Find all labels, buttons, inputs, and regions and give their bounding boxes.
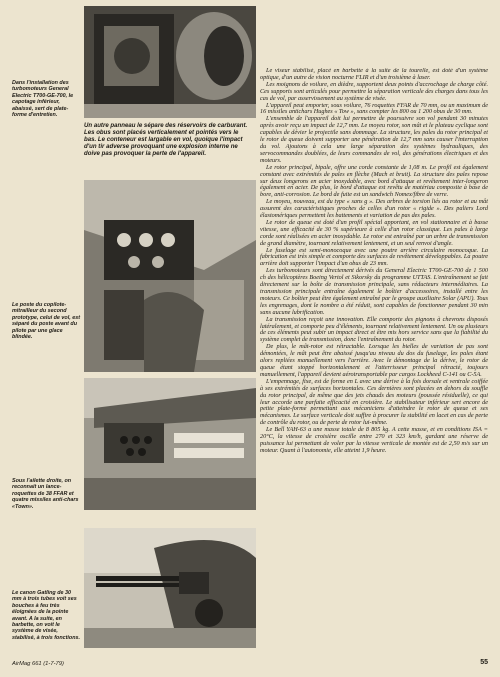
paragraph: Le Bell YAH-63 a une masse totale de 8 805 kg. A cette masse, et en conditions ISA = 20°C, la vitesse de croisière oscille entre 270 et 323 km/h, gardant une réserve de puissance lui permettant de voler par la vitesse verticale de montée est de 2,50 m/s sur un moteur. Quant à l'autonomie, elle atteint 1,9 heure. — [260, 426, 488, 454]
paragraph: L'ensemble de l'appareil doit lui permettre de poursuivre son vol pendant 30 minutes après avoir reçu un impact de 12,7 mm. Le moyeu rotor, son mât et le plateau cyclique sont capables de dévier le projectile sans dommage. La structure, les pales du rotor principal et le rotor de queue doivent supporter une pénétration de 12,7 mm sans causer l'interruption du vol. Ajoutons à cela une large séparation des systèmes hydrauliques, des servocommandes doublées, de leurs commandes de vol, des générations électriques et des moteurs. — [260, 115, 488, 164]
paragraph: Le moyeu, nouveau, est du type « sans g ». Des arbres de torsion liés au rotor et au mât assurent des caractéristiques proches de celles d'un rotor « rigide ». Des paliers Lord élastomériques permettent les battements et variation de pas des pales. — [260, 198, 488, 220]
caption-cannon: Le canon Gatling de 30 mm à trois tubes voit ses bouches à feu très éloignées de la pointe avant. A la suite, en barbette, on voit le système de visée, stabilisé, à trois fonctions. — [12, 590, 80, 641]
paragraph: Le viseur stabilisé, placé en barbette à la suite de la tourelle, est doté d'un système optique, d'un autre de vision nocturne FLIR et d'un troisième à laser. — [260, 68, 488, 81]
photo-cockpit — [84, 180, 256, 372]
photo-wing-rockets — [84, 378, 256, 510]
paragraph: De plus, le mât-rotor est rétractable. Lorsque les bielles de variation de pas sont démontées, le mât peut être abaissé jusqu'au niveau du dos du fuselage, les pales étant alors repliées manuellement vers l'arrière. Avec le démontage de la dérive, le rotor de queue étant stoppé horizontalement et l'atterrisseur principal rétracté, toujours manuellement, l'appareil devient aérotransportable par cargos Lockheed C-141 ou C-5A. — [260, 343, 488, 378]
paragraph: Le rotor de queue est doté d'un profil spécial apportant, en vol stationnaire et à basse vitesse, une efficacité de 30 % supérieure à celle d'un rotor classique. Les pales à large corde sont réalisées en acier inoxydable. Le rotor est entraîné par un arbre de transmission de grand diamètre, tournant relativement lentement, et un seul renvoi d'angle. — [260, 218, 488, 247]
page-number: 55 — [480, 659, 488, 666]
paragraph: L'empennage, fixe, est de forme en L avec une dérive à la fois dorsale et ventrale coiffée à ses extrémités de surfaces horizontales. Ces dernières sont placées en dehors du souffle du rotor principal, de même que des jets chauds des moteurs (poussée résiduelle), ce qui leur accorde une parfaite efficacité en croisière. Le stabilisateur inférieur sert encore de petite plate-forme permettant aux mécaniciens d'atteindre le rotor de queue et ses mécanismes. Le surface verticale doit suffire à procurer la stabilité en lacet en cas de perte de contrôle du rotor, ou de perte de rotor lui-même. — [260, 377, 488, 427]
caption-wing: Sous l'ailette droite, on reconnait un lance-roquettes de 38 FFAR et quatre missiles anti-chars «Town». — [12, 478, 79, 510]
paragraph: Les moignons de voilure, en dièdre, supportent deux points d'accrochage de charge côté. Ces supports sont articulés pour permettre la séparation verticale des charges dans tous les cas de vol, par asservissement au système de visée. — [260, 80, 488, 102]
article-body — [260, 68, 488, 646]
paragraph: La transmission reçoit une innovation. Elle comporte des pignons à chevrons disposés latéralement, et comporte peu d'éléments, tournant relativement lentement. Un ou plusieurs de ces éléments peut subir un impact direct et être mis hors service sans que la fiabilité du système complet de transmission, donc l'entraînement du rotor. — [260, 315, 488, 344]
paragraph: Les turbomoteurs sont directement dérivés du General Electric T700-GE-700 de 1 500 ch des hélicoptères Boeing Vertol et Sikorsky du programme UTTAS. L'entraînement se fait directement sur la boîte de transmission principale, sans réducteurs intermédiaires. La transmission principale entraîne également le boîtier d'accessoires, installé entre les moteurs. Ce boîtier peut être également entraîné par le groupe auxiliaire Solar (APU). Tous les engrenages, dont le nombre a été réduit, sont capables de fonctionner pendant 30 min sans aucune lubrification. — [260, 267, 488, 316]
footer-issue: AirMag 661 (1-7-79) — [12, 661, 64, 667]
paragraph: Le rotor principal, bipale, offre une corde constante de 1,08 m. Le profil est également constant avec extrémités de pales en flèche (Mach et bruit). La structure des pales repose sur deux longerons en acier inoxydable, avec bord d'attaque et revêtement inter-longeron également en acier. De plus, le bord d'attaque est revêtu de matériau composite à base de bore, anti-corrosion. Le bord de fuite est un sandwich Nomex/fibre de verre. — [260, 163, 488, 199]
caption-turbines: Dans l'installation des turbomoteurs General Electric T700-GE-700, le capotage inférieur, abaissé, sert de plate-forme d'entretien. — [12, 80, 74, 119]
caption-panel: Un autre panneau le sépare des réservoirs de carburant. Les obus sont placés verticalement et pointés vers le bas. Le conteneur est largable en vol, quoique l'impact d'un tir adverse provoquant une explosion interne ne doive pas provoquer la perte de l'appareil. — [84, 122, 248, 158]
paragraph: L'appareil peut emporter, sous voilure, 76 roquettes FFAR de 70 mm, ou un maximum de 16 missiles antichars Hughes « Tow », sans compter les 800 ou 1 200 obus de 30 mm. — [260, 101, 488, 116]
caption-cockpit: Le poste du copilote-mitrailleur du second prototype, celui de vol, est séparé du poste avant du pilote par une glace blindée. — [12, 302, 80, 341]
paragraph: Le fuselage est semi-monocoque avec une poutre arrière circulaire monocoque. La fabrication est très simple et comporte des surfaces de revêtement développables. La poutre arrière doit supporter l'impact d'un obus de 23 mm. — [260, 246, 488, 268]
photo-cannon — [84, 528, 256, 648]
photo-turbines — [84, 6, 256, 118]
